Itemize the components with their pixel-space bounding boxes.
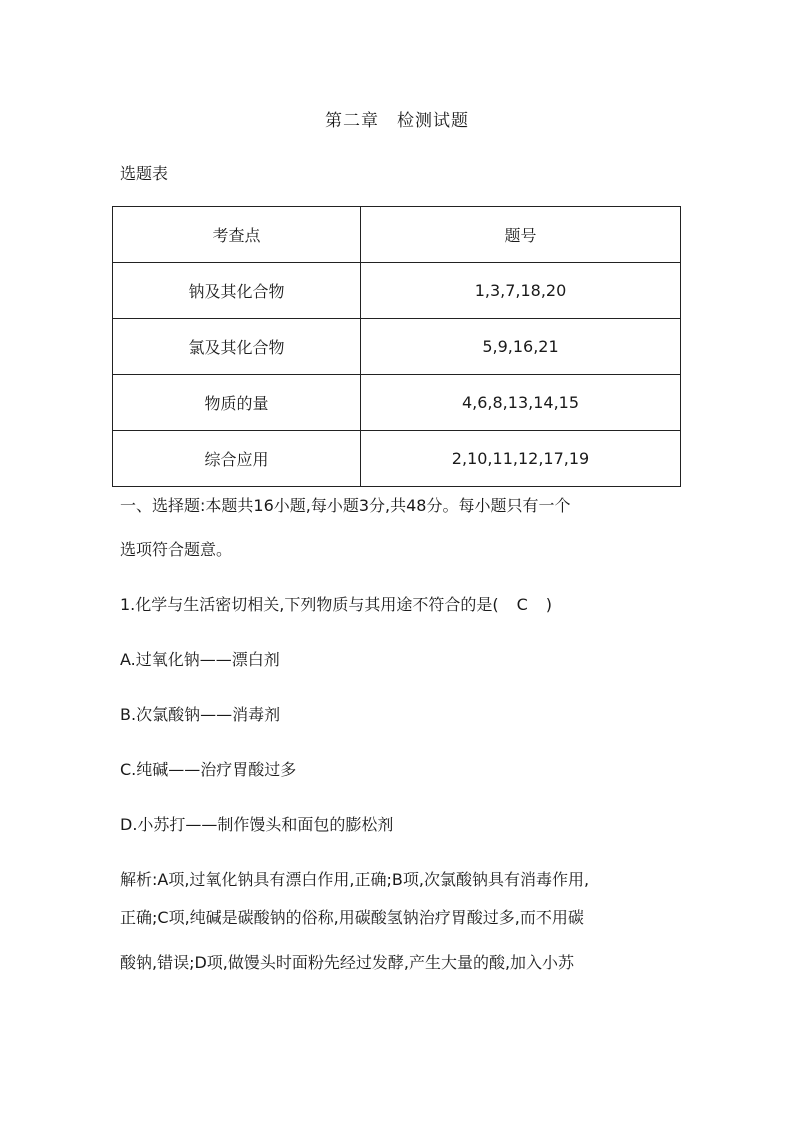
page-title: 第二章 检测试题 <box>325 111 469 131</box>
table-cell-topic: 钠及其化合物 <box>113 263 361 319</box>
header-question-numbers: 题号 <box>361 207 681 263</box>
table-cell-topic: 物质的量 <box>113 375 361 431</box>
table-header-row <box>113 207 681 263</box>
option-d: D.小苏打——制作馒头和面包的膨松剂 <box>120 815 394 834</box>
section-instructions-line1: 一、选择题:本题共16小题,每小题3分,共48分。每小题只有一个 <box>120 496 571 515</box>
table-cell-numbers: 5,9,16,21 <box>361 319 681 375</box>
topic-table <box>112 206 681 487</box>
analysis-line3: 酸钠,错误;D项,做馒头时面粉先经过发酵,产生大量的酸,加入小苏 <box>120 953 575 972</box>
table-cell-topic: 综合应用 <box>113 431 361 487</box>
question-close-paren: ) <box>545 595 553 614</box>
question-stem-text: 1.化学与生活密切相关,下列物质与其用途不符合的是( <box>120 595 499 614</box>
table-row <box>113 375 681 431</box>
table-cell-numbers: 2,10,11,12,17,19 <box>361 431 681 487</box>
question-stem <box>120 592 690 618</box>
section-instructions-line2: 选项符合题意。 <box>120 540 233 559</box>
table-cell-numbers: 1,3,7,18,20 <box>361 263 681 319</box>
analysis-line2: 正确;C项,纯碱是碳酸钠的俗称,用碳酸氢钠治疗胃酸过多,而不用碳 <box>120 908 584 927</box>
table-row <box>113 431 681 487</box>
analysis-line1: 解析:A项,过氧化钠具有漂白作用,正确;B项,次氯酸钠具有消毒作用, <box>120 870 590 889</box>
header-topic: 考查点 <box>113 207 361 263</box>
table-cell-numbers: 4,6,8,13,14,15 <box>361 375 681 431</box>
table-row <box>113 319 681 375</box>
option-b: B.次氯酸钠——消毒剂 <box>120 705 281 724</box>
table-cell-topic: 氯及其化合物 <box>113 319 361 375</box>
option-a: A.过氧化钠——漂白剂 <box>120 650 280 669</box>
option-c: C.纯碱——治疗胃酸过多 <box>120 760 297 779</box>
question-answer: C <box>516 595 528 614</box>
table-label: 选题表 <box>120 164 169 183</box>
table-row <box>113 263 681 319</box>
